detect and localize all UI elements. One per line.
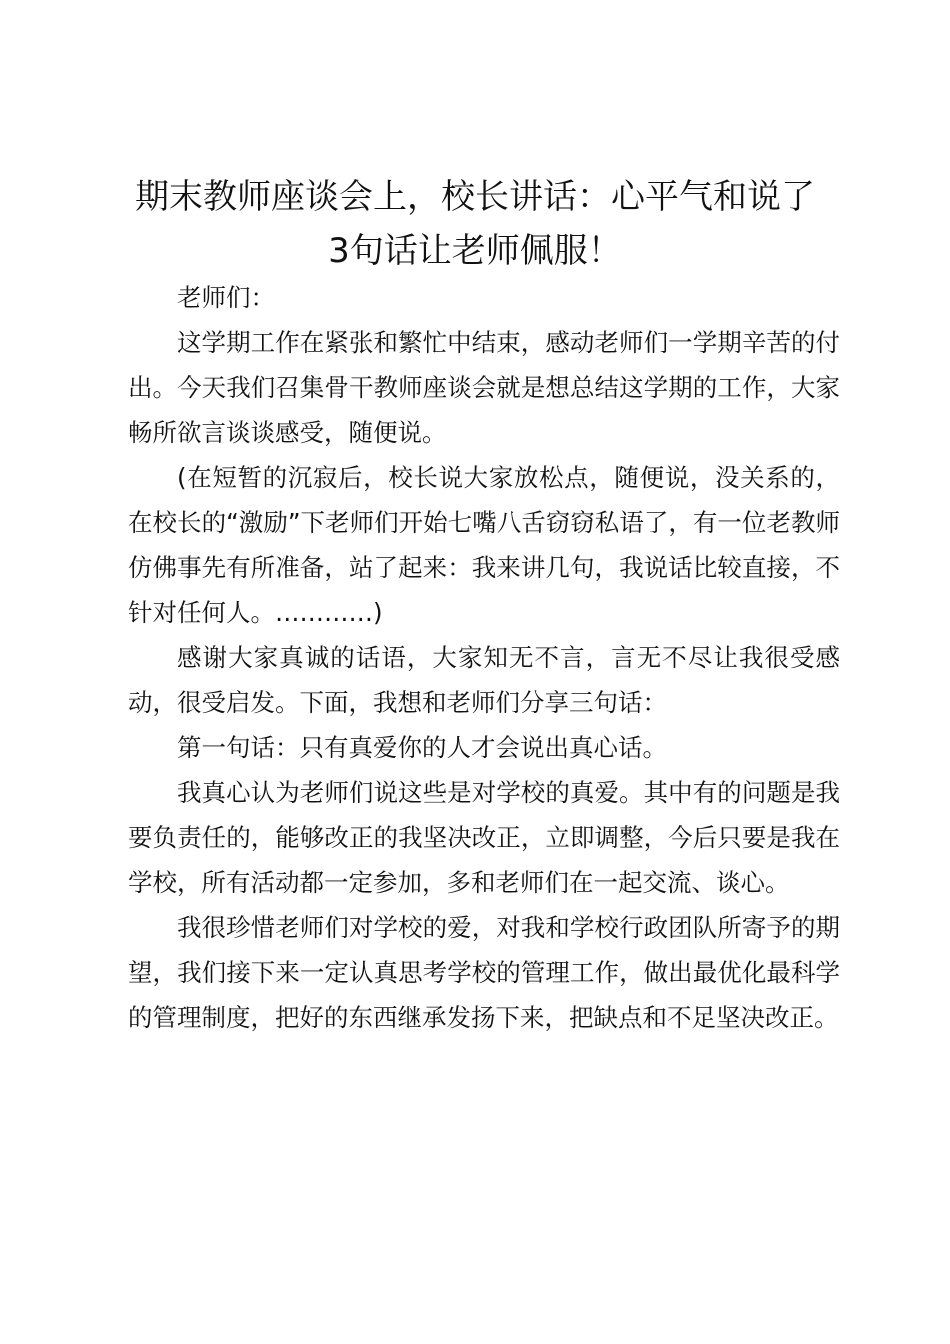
document-body [128, 275, 840, 1040]
paragraph-stage-note: (在短暂的沉寂后，校长说大家放松点，随便说，没关系的，在校长的“激励”下老师们开始七嘴八舌窃窃私语了，有一位老教师仿佛事先有所准备，站了起来：我来讲几句，我说话比较直接，不针对任何人。…………) [128, 463, 840, 627]
salutation: 老师们： [177, 283, 275, 312]
paragraph-first-sentence: 第一句话：只有真爱你的人才会说出真心话。 [177, 733, 667, 762]
title-line-1: 期末教师座谈会上，校长讲话：心平气和说了 [135, 177, 815, 217]
paragraph-thanks: 感谢大家真诚的话语，大家知无不言，言无不尽让我很受感动，很受启发。下面，我想和老师们分享三句话： [128, 643, 840, 717]
paragraph-responsibility: 我真心认为老师们说这些是对学校的真爱。其中有的问题是我要负责任的，能够改正的我坚决改正，立即调整，今后只要是我在学校，所有活动都一定参加，多和老师们在一起交流、谈心。 [128, 778, 840, 897]
document-title [110, 170, 840, 278]
paragraph-opening: 这学期工作在紧张和繁忙中结束，感动老师们一学期辛苦的付出。今天我们召集骨干教师座谈会就是想总结这学期的工作，大家畅所欲言谈谈感受，随便说。 [128, 328, 840, 447]
paragraph-management: 我很珍惜老师们对学校的爱，对我和学校行政团队所寄予的期望，我们接下来一定认真思考学校的管理工作，做出最优化最科学的管理制度，把好的东西继承发扬下来，把缺点和不足坚决改正。 [128, 913, 840, 1032]
title-line-2: 3句话让老师佩服！ [328, 231, 622, 271]
